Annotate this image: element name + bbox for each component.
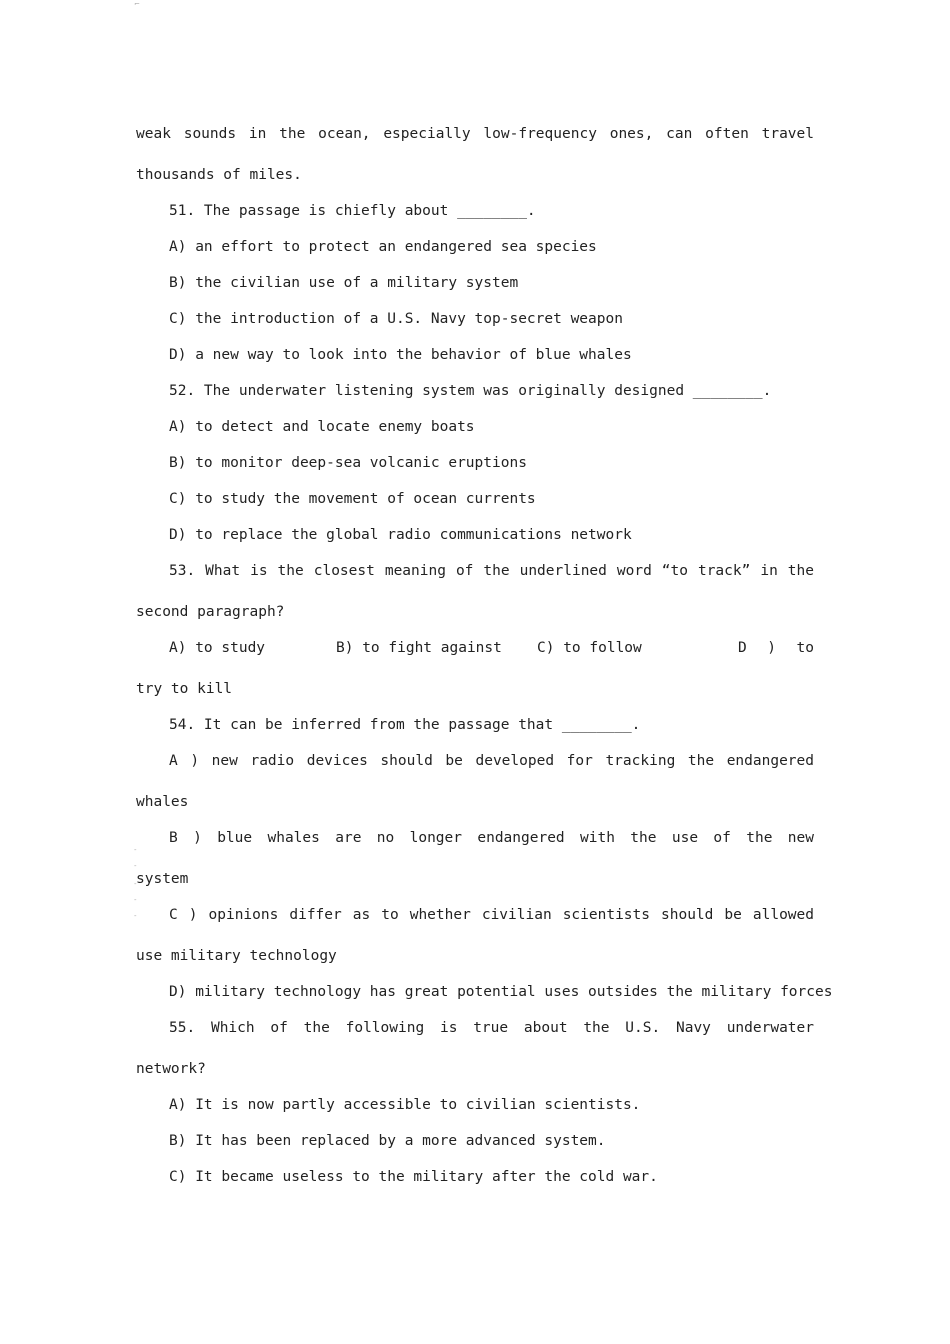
question-53-option-d-cont: try to kill bbox=[136, 681, 233, 697]
question-52-option-a: A) to detect and locate enemy boats bbox=[169, 419, 475, 435]
question-51-option-d: D) a new way to look into the behavior of blue whales bbox=[169, 347, 632, 363]
margin-mark: - bbox=[134, 896, 137, 904]
margin-mark: - bbox=[134, 862, 137, 870]
question-51-stem: 51. The passage is chiefly about ________. bbox=[169, 203, 536, 219]
question-52-option-d: D) to replace the global radio communications network bbox=[169, 527, 632, 543]
question-53-option-a: A) to study bbox=[169, 640, 266, 656]
question-55-option-c: C) It became useless to the military after the cold war. bbox=[169, 1169, 658, 1185]
question-54-option-d: D) military technology has great potential uses outsides the military forces bbox=[169, 984, 833, 1000]
question-54-option-b: B ) blue whales are no longer endangered with the use of the new bbox=[169, 830, 814, 846]
document-body bbox=[136, 116, 833, 1195]
passage-line: weak sounds in the ocean, especially low-frequency ones, can often travel bbox=[136, 126, 814, 142]
question-54-option-a: A ) new radio devices should be developed for tracking the endangered bbox=[169, 753, 814, 769]
margin-mark: - bbox=[134, 880, 137, 888]
question-55-stem-cont: network? bbox=[136, 1061, 206, 1077]
question-52-option-b: B) to monitor deep-sea volcanic eruptions bbox=[169, 455, 527, 471]
question-53-stem: 53. What is the closest meaning of the underlined word “to track” in the bbox=[169, 563, 814, 579]
question-53-option-d: D ) to bbox=[738, 640, 814, 656]
margin-mark: - bbox=[134, 912, 137, 920]
question-52-stem: 52. The underwater listening system was originally designed ________. bbox=[169, 383, 772, 399]
question-55-option-b: B) It has been replaced by a more advanced system. bbox=[169, 1133, 606, 1149]
question-53-option-b: B) to fight against bbox=[336, 640, 502, 656]
question-53-option-c: C) to follow bbox=[537, 640, 642, 656]
question-54-option-c: C ) opinions differ as to whether civilian scientists should be allowed bbox=[169, 907, 814, 923]
passage-line: thousands of miles. bbox=[136, 167, 302, 183]
question-54-stem: 54. It can be inferred from the passage that ________. bbox=[169, 717, 641, 733]
margin-mark: - bbox=[134, 846, 137, 854]
question-51-option-c: C) the introduction of a U.S. Navy top-secret weapon bbox=[169, 311, 623, 327]
question-55-stem: 55. Which of the following is true about the U.S. Navy underwater bbox=[169, 1020, 814, 1036]
question-54-option-c-cont: use military technology bbox=[136, 948, 337, 964]
question-53-options bbox=[136, 630, 814, 671]
question-53-stem-cont: second paragraph? bbox=[136, 604, 285, 620]
question-52-option-c: C) to study the movement of ocean currents bbox=[169, 491, 536, 507]
question-51-option-b: B) the civilian use of a military system bbox=[169, 275, 519, 291]
question-54-option-b-cont: system bbox=[136, 871, 189, 887]
corner-mark: ⌐ bbox=[134, 0, 140, 8]
question-55-option-a: A) It is now partly accessible to civilian scientists. bbox=[169, 1097, 641, 1113]
question-54-option-a-cont: whales bbox=[136, 794, 189, 810]
question-51-option-a: A) an effort to protect an endangered sea species bbox=[169, 239, 597, 255]
